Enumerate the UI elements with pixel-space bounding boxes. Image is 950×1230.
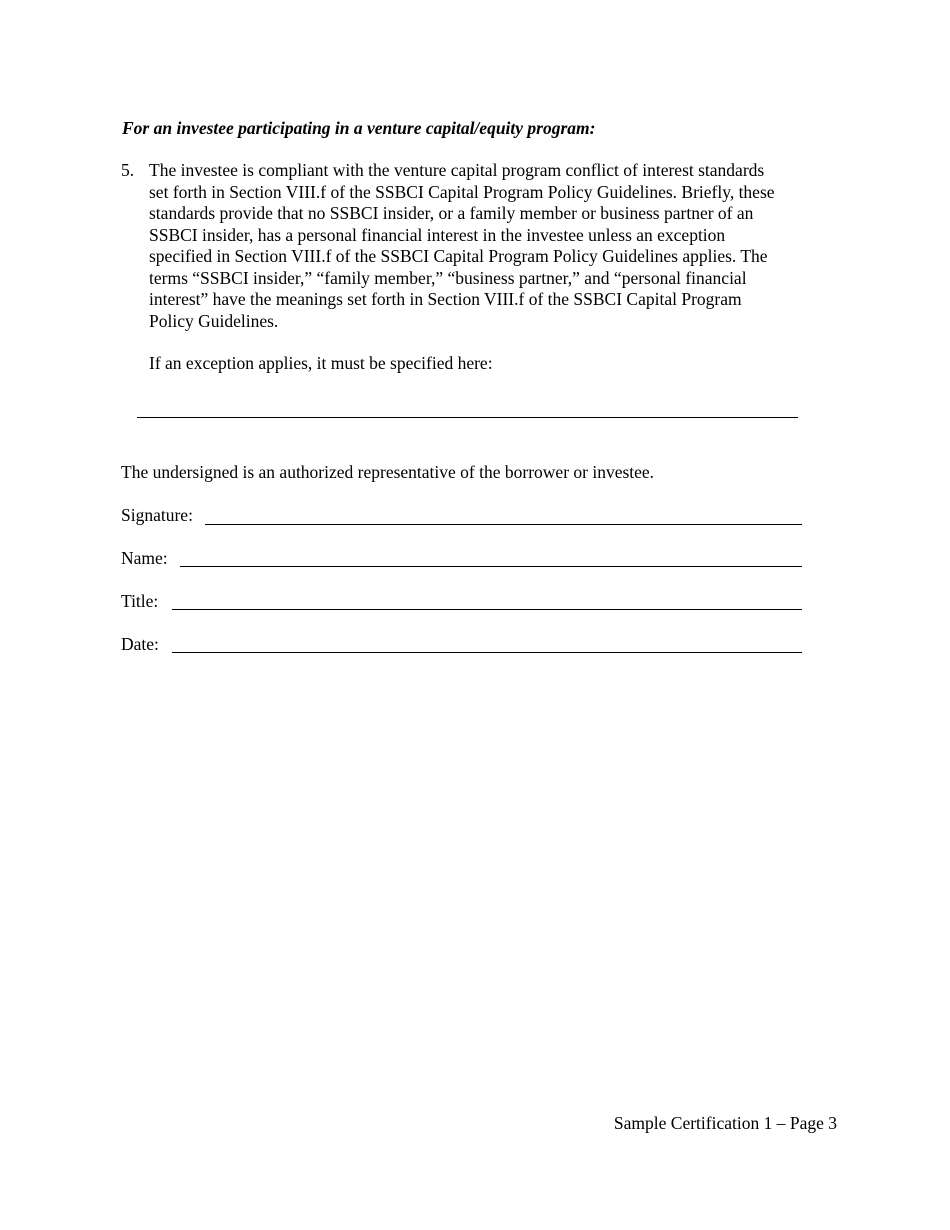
paragraph-line: Policy Guidelines. [149, 310, 279, 331]
signature-row [121, 504, 803, 526]
paragraph-line: set forth in Section VIII.f of the SSBCI Capital Program Policy Guidelines. Briefly, these [149, 181, 775, 202]
date-label: Date: [121, 634, 159, 654]
item-number: 5. [121, 160, 135, 180]
paragraph-line: standards provide that no SSBCI insider, or a family member or business partner of an [149, 203, 754, 223]
title-field[interactable] [172, 609, 802, 610]
date-field[interactable] [172, 652, 802, 653]
paragraph-line: interest” have the meanings set forth in Section VIII.f of the SSBCI Capital Program [149, 289, 742, 309]
item-5-paragraph [149, 160, 839, 332]
exception-field[interactable] [137, 417, 798, 418]
title-row [121, 590, 803, 612]
paragraph-line: The investee is compliant with the venture capital program conflict of interest standards [149, 160, 765, 180]
name-row [121, 547, 803, 569]
paragraph-line: specified in Section VIII.f of the SSBCI Capital Program Policy Guidelines applies. The [149, 246, 768, 266]
paragraph-line: terms “SSBCI insider,” “family member,” “business partner,” and “personal financial [149, 267, 747, 288]
section-heading: For an investee participating in a venture capital/equity program: [122, 118, 596, 138]
name-field[interactable] [180, 566, 802, 567]
paragraph-line: SSBCI insider, has a personal financial interest in the investee unless an exception [149, 224, 726, 245]
title-label: Title: [121, 591, 159, 611]
signature-field[interactable] [205, 524, 802, 525]
exception-prompt: If an exception applies, it must be specified here: [149, 353, 493, 373]
page-footer: Sample Certification 1 – Page 3 [613, 1113, 837, 1133]
signature-label: Signature: [121, 505, 193, 525]
name-label: Name: [121, 548, 168, 568]
authorized-representative-statement: The undersigned is an authorized representative of the borrower or investee. [121, 462, 655, 482]
date-row [121, 633, 803, 655]
